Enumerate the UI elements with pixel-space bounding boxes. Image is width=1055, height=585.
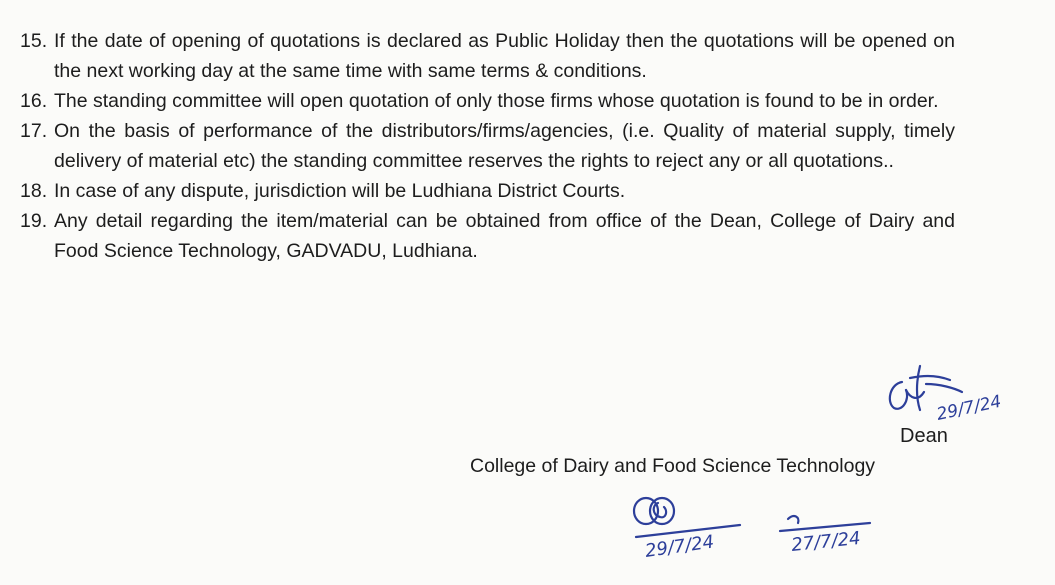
clause-19 <box>20 206 955 266</box>
dean-signature <box>880 362 1055 432</box>
clause-18 <box>20 176 955 206</box>
signature-block <box>460 362 1055 585</box>
clause-text: The standing committee will open quotation of only those firms whose quotation is found to be in order. <box>54 90 939 112</box>
signatory-title: Dean <box>900 425 948 447</box>
clause-17 <box>20 116 955 176</box>
terms-list <box>20 26 955 266</box>
clause-number: 15. <box>20 30 48 52</box>
initials-date-1: 29/7/24 <box>643 531 716 562</box>
signatory-institution: College of Dairy and Food Science Technology <box>470 455 876 477</box>
clause-number: 16. <box>20 90 48 112</box>
initials-date-2: 27/7/24 <box>790 527 862 556</box>
clause-15 <box>20 26 955 86</box>
clause-text: On the basis of performance of the distributors/firms/agencies, (i.e. Quality of material supply, timely delivery of material etc) the standing committee reserves the rights to reject any or all quotations.. <box>54 120 955 172</box>
clause-text: In case of any dispute, jurisdiction will be Ludhiana District Courts. <box>54 180 626 202</box>
clause-text: Any detail regarding the item/material can be obtained from office of the Dean, College of Dairy and Food Science Technology, GADVADU, Ludhiana. <box>54 210 955 262</box>
clause-number: 17. <box>20 120 48 142</box>
clause-number: 18. <box>20 180 48 202</box>
clause-text: If the date of opening of quotations is declared as Public Holiday then the quotations will be opened on the next working day at the same time with same terms & conditions. <box>54 30 955 82</box>
clause-16 <box>20 86 955 116</box>
clause-number: 19. <box>20 210 48 232</box>
dean-signature-date: 29/7/24 <box>934 391 1004 425</box>
initials-marks <box>630 487 930 567</box>
